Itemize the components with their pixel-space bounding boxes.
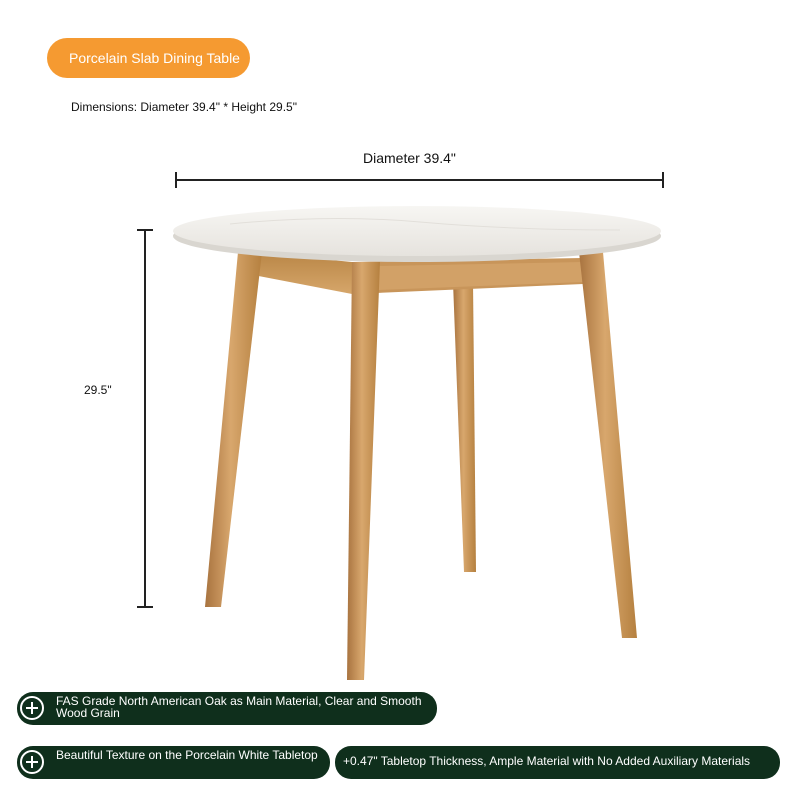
feature-pill-2	[17, 746, 330, 779]
dimensions-text: Dimensions: Diameter 39.4" * Height 29.5"	[71, 100, 297, 114]
porcelain-tabletop	[173, 206, 661, 262]
table-leg-right	[579, 252, 637, 638]
table-leg-front	[347, 262, 380, 680]
height-label: 29.5"	[84, 383, 112, 397]
feature-text: Beautiful Texture on the Porcelain White Tabletop	[56, 748, 318, 762]
plus-circle-icon	[20, 750, 44, 774]
feature-text: FAS Grade North American Oak as Main Material, Clear and Smooth Wood Grain	[56, 694, 422, 720]
feature-text: +0.47" Tabletop Thickness, Ample Material with No Added Auxiliary Materials	[343, 754, 751, 768]
table-leg-back	[453, 282, 476, 572]
plus-circle-icon	[20, 696, 44, 720]
diameter-dimension-line	[176, 172, 663, 188]
table-leg-left	[205, 252, 262, 607]
feature-pill-3	[335, 746, 780, 779]
height-dimension-line	[137, 230, 153, 607]
diameter-label: Diameter 39.4"	[363, 150, 456, 166]
title-pill: Porcelain Slab Dining Table	[47, 38, 250, 78]
feature-pill-1	[17, 692, 437, 725]
